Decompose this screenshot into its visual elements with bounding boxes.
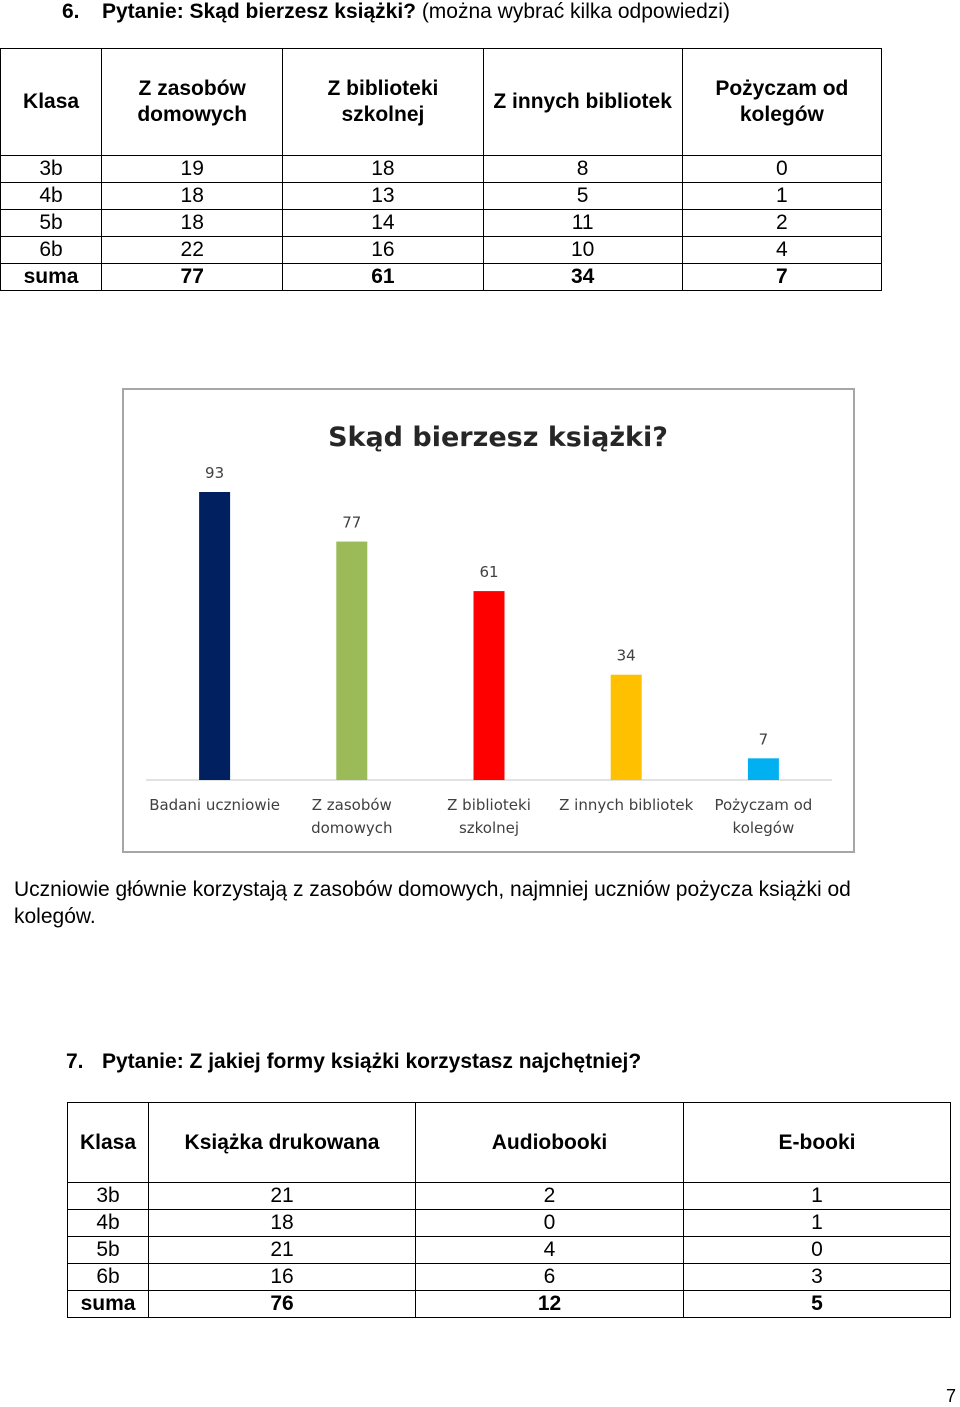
category-label: Badani uczniowie xyxy=(149,796,280,814)
table-cell: 1 xyxy=(682,183,881,210)
table-row xyxy=(68,1237,951,1264)
question-number: 7. xyxy=(66,1050,84,1073)
category-label: Z innych bibliotek xyxy=(559,796,694,814)
bars-layer xyxy=(149,464,812,837)
header-cell: Książka drukowana xyxy=(149,1103,416,1183)
table-cell: 3b xyxy=(68,1183,149,1210)
table-cell: 5b xyxy=(1,210,102,237)
question-title: Pytanie: Z jakiej formy książki korzystasz najchętniej? xyxy=(102,1050,642,1073)
table-cell: 10 xyxy=(483,237,682,264)
category-label: Z biblioteki szkolnej xyxy=(447,796,531,837)
table-cell: 2 xyxy=(416,1183,684,1210)
bar xyxy=(748,758,779,780)
table-cell: 22 xyxy=(102,237,283,264)
table-cell: 4 xyxy=(416,1237,684,1264)
chart-svg xyxy=(124,390,853,851)
table-cell: 16 xyxy=(283,237,483,264)
table-cell: 61 xyxy=(283,264,483,291)
category-label: Z zasobów domowych xyxy=(311,796,393,837)
table-cell: 21 xyxy=(149,1237,416,1264)
page-number: 7 xyxy=(946,1386,957,1406)
table-cell: 3b xyxy=(1,156,102,183)
table-sum-row xyxy=(68,1291,951,1318)
table-cell: 0 xyxy=(684,1237,951,1264)
table-cell: 77 xyxy=(102,264,283,291)
table-cell: 18 xyxy=(149,1210,416,1237)
header-cell: Pożyczam od kolegów xyxy=(682,49,881,156)
header-cell: Z biblioteki szkolnej xyxy=(283,49,483,156)
table-cell: 16 xyxy=(149,1264,416,1291)
table-cell: 18 xyxy=(283,156,483,183)
table-cell: 0 xyxy=(416,1210,684,1237)
header-cell: Z zasobów domowych xyxy=(102,49,283,156)
table-cell: 11 xyxy=(483,210,682,237)
bar-data-label: 7 xyxy=(758,730,769,749)
bar xyxy=(199,492,230,780)
table-cell: 12 xyxy=(416,1291,684,1318)
table-cell: suma xyxy=(68,1291,149,1318)
table-cell: 34 xyxy=(483,264,682,291)
table-cell: 13 xyxy=(283,183,483,210)
table-sum-row xyxy=(1,264,882,291)
table-cell: 4 xyxy=(682,237,881,264)
table-row xyxy=(68,1183,951,1210)
header-cell: E-booki xyxy=(684,1103,951,1183)
question-number: 6. xyxy=(62,0,80,23)
bar-data-label: 61 xyxy=(479,563,499,582)
header-cell: Klasa xyxy=(68,1103,149,1183)
header-cell: Audiobooki xyxy=(416,1103,684,1183)
table-cell: 21 xyxy=(149,1183,416,1210)
table-cell: 1 xyxy=(684,1210,951,1237)
table-cell: suma xyxy=(1,264,102,291)
table-row xyxy=(1,183,882,210)
table-cell: 5 xyxy=(483,183,682,210)
bar xyxy=(336,542,367,780)
table-cell: 5b xyxy=(68,1237,149,1264)
table-cell: 6b xyxy=(68,1264,149,1291)
table-cell: 2 xyxy=(682,210,881,237)
table-cell: 8 xyxy=(483,156,682,183)
sources-table xyxy=(0,48,882,291)
table-cell: 6 xyxy=(416,1264,684,1291)
table-cell: 19 xyxy=(102,156,283,183)
question-title: Pytanie: Skąd bierzesz książki? xyxy=(102,0,416,23)
table-row xyxy=(1,156,882,183)
question-6-heading xyxy=(62,0,730,24)
table-cell: 4b xyxy=(1,183,102,210)
summary-text: Uczniowie głównie korzystają z zasobów domowych, najmniej uczniów pożycza książki od kolegów. xyxy=(14,878,851,928)
bar-data-label: 34 xyxy=(616,646,636,665)
sources-bar-chart xyxy=(122,388,855,853)
table-cell: 18 xyxy=(102,210,283,237)
table-cell: 14 xyxy=(283,210,483,237)
table-cell: 0 xyxy=(682,156,881,183)
table-cell: 5 xyxy=(684,1291,951,1318)
header-cell: Z innych bibliotek xyxy=(483,49,682,156)
bar xyxy=(474,591,505,780)
table-cell: 3 xyxy=(684,1264,951,1291)
bar-data-label: 77 xyxy=(342,513,362,532)
chart-title: Skąd bierzesz książki? xyxy=(328,422,668,453)
table-row xyxy=(1,237,882,264)
table-cell: 4b xyxy=(68,1210,149,1237)
table-cell: 7 xyxy=(682,264,881,291)
question-7-heading xyxy=(66,1050,641,1074)
table-header-row xyxy=(1,49,882,156)
table-row xyxy=(1,210,882,237)
bar-data-label: 93 xyxy=(205,464,225,482)
table-cell: 18 xyxy=(102,183,283,210)
table-cell: 6b xyxy=(1,237,102,264)
table-row xyxy=(68,1210,951,1237)
category-label: Pożyczam od kolegów xyxy=(714,796,813,837)
table-header-row xyxy=(68,1103,951,1183)
table-row xyxy=(68,1264,951,1291)
table-cell: 1 xyxy=(684,1183,951,1210)
table-cell: 76 xyxy=(149,1291,416,1318)
question-note: (można wybrać kilka odpowiedzi) xyxy=(415,0,730,23)
bar xyxy=(611,675,642,780)
formats-table xyxy=(67,1102,951,1318)
header-cell: Klasa xyxy=(1,49,102,156)
